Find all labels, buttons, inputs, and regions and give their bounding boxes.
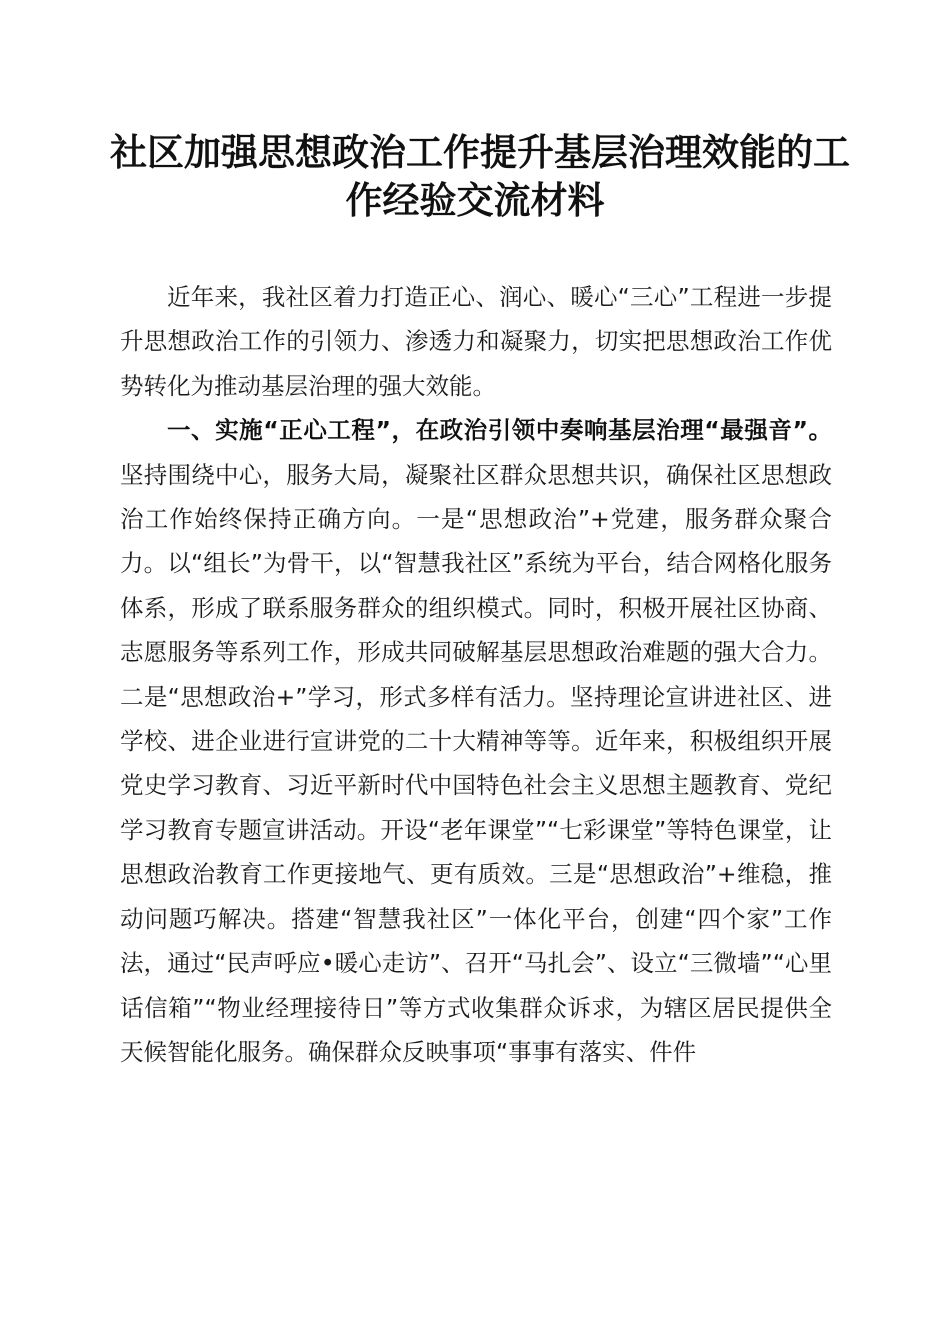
section-1-body: 坚持围绕中心，服务大局，凝聚社区群众思想共识，确保社区思想政治工作始终保持正确方向。一是“思想政治”+党建，服务群众聚合力。以“组长”为骨干，以“智慧我社区”系统为平台，结合网格化服务体系，形成了联系服务群众的组织模式。同时，积极开展社区协商、志愿服务等系列工作，形成共同破解基层思想政治难题的强大合力。二是“思想政治+”学习，形式多样有活力。坚持理论宣讲进社区、进学校、进企业进行宣讲党的二十大精神等等。近年来，积极组织开展党史学习教育、习近平新时代中国特色社会主义思想主题教育、党纪学习教育专题宣讲活动。开设“老年课堂”“七彩课堂”等特色课堂，让思想政治教育工作更接地气、更有质效。三是“思想政治”+维稳，推动问题巧解决。搭建“智慧我社区”一体化平台，创建“四个家”工作法，通过“民声呼应•暖心走访”、召开“马扎会”、设立“三微墙”“心里话信箱”“物业经理接待日”等方式收集群众诉求，为辖区居民提供全天候智能化服务。确保群众反映事项“事事有落实、件件 bbox=[120, 460, 832, 1066]
document-title bbox=[110, 128, 850, 224]
section-1-paragraph bbox=[120, 408, 832, 1074]
section-1-heading: 一、实施“正心工程”，在政治引领中奏响基层治理“最强音”。 bbox=[167, 416, 832, 445]
title-line-1: 社区加强思想政治工作提升基层治理效能的工 bbox=[110, 130, 850, 174]
intro-paragraph: 近年来，我社区着力打造正心、润心、暖心“三心”工程进一步提升思想政治工作的引领力、渗透力和凝聚力，切实把思想政治工作优势转化为推动基层治理的强大效能。 bbox=[120, 283, 832, 400]
title-line-2: 作经验交流材料 bbox=[345, 178, 605, 222]
document-body bbox=[120, 275, 832, 1074]
